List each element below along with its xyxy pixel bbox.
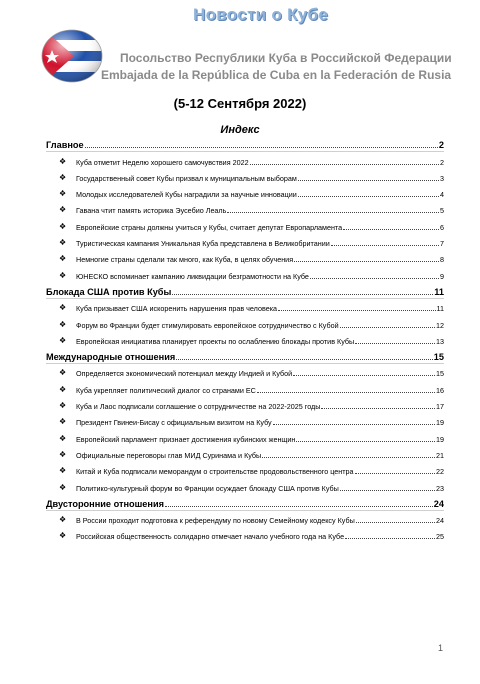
toc-item-row[interactable] bbox=[46, 511, 444, 527]
four-diamond-bullet-icon: ❖ bbox=[59, 368, 67, 378]
dot-leader bbox=[293, 374, 435, 376]
toc-page-number: 22 bbox=[436, 467, 444, 477]
four-diamond-bullet-icon: ❖ bbox=[59, 254, 67, 264]
dot-leader bbox=[356, 521, 435, 523]
toc-page-number: 3 bbox=[440, 173, 444, 183]
four-diamond-bullet-icon: ❖ bbox=[59, 466, 67, 476]
dot-leader bbox=[331, 244, 439, 246]
toc-item-title: Китай и Куба подписали меморандум о строительстве продовольственного центра bbox=[76, 467, 354, 477]
toc-item-title: В России проходит подготовка к референдуму по новому Семейному кодексу Кубы bbox=[76, 516, 355, 526]
toc-item-title: Определяется экономический потенциал между Индией и Кубой bbox=[76, 369, 293, 379]
toc-item-title: Туристическая кампания Уникальная Куба представлена в Великобритании bbox=[76, 239, 330, 249]
four-diamond-bullet-icon: ❖ bbox=[59, 401, 67, 411]
dot-leader bbox=[250, 163, 439, 165]
four-diamond-bullet-icon: ❖ bbox=[59, 515, 67, 525]
dot-leader bbox=[296, 440, 435, 442]
dot-leader bbox=[257, 391, 435, 393]
index-heading: Индекс bbox=[220, 124, 260, 136]
toc-item-row[interactable] bbox=[46, 152, 444, 168]
dot-leader bbox=[298, 195, 439, 197]
four-diamond-bullet-icon: ❖ bbox=[59, 205, 67, 215]
four-diamond-bullet-icon: ❖ bbox=[59, 319, 67, 329]
toc-page-number: 25 bbox=[436, 532, 444, 542]
toc-section-row[interactable] bbox=[46, 348, 444, 364]
dot-leader bbox=[85, 146, 438, 148]
toc-item-row[interactable] bbox=[46, 299, 444, 315]
toc-item-title: Форум во Франции будет стимулировать европейское сотрудничество с Кубой bbox=[76, 320, 339, 330]
toc-page-number: 16 bbox=[436, 385, 444, 395]
four-diamond-bullet-icon: ❖ bbox=[59, 531, 67, 541]
toc-item-row[interactable] bbox=[46, 234, 444, 250]
toc-page-number: 9 bbox=[440, 271, 444, 281]
toc-page-number: 11 bbox=[434, 286, 444, 297]
four-diamond-bullet-icon: ❖ bbox=[59, 221, 67, 231]
four-diamond-bullet-icon: ❖ bbox=[59, 303, 67, 313]
toc-item-row[interactable] bbox=[46, 201, 444, 217]
toc-item-row[interactable] bbox=[46, 429, 444, 445]
toc-item-row[interactable] bbox=[46, 185, 444, 201]
toc-page-number: 17 bbox=[436, 402, 444, 412]
dot-leader bbox=[298, 179, 439, 181]
toc-section-row[interactable] bbox=[46, 136, 444, 152]
toc-item-title: Гавана чтит память историка Эусебио Леаль bbox=[76, 206, 227, 216]
dot-leader bbox=[355, 342, 435, 344]
four-diamond-bullet-icon: ❖ bbox=[59, 482, 67, 492]
dot-leader bbox=[172, 293, 433, 295]
toc-page-number: 24 bbox=[433, 498, 444, 509]
embassy-name-russian: Посольство Республики Куба в Российской Федерации bbox=[120, 51, 452, 65]
toc-page-number: 4 bbox=[440, 190, 444, 200]
four-diamond-bullet-icon: ❖ bbox=[59, 384, 67, 394]
toc-item-row[interactable] bbox=[46, 380, 444, 396]
embassy-name-spanish: Embajada de la República de Cuba en la Federación de Rusia bbox=[101, 68, 452, 82]
toc-item-row[interactable] bbox=[46, 478, 444, 494]
dot-leader bbox=[343, 228, 439, 230]
toc-page-number: 24 bbox=[436, 516, 444, 526]
toc-section-title: Главное bbox=[46, 140, 84, 151]
toc-item-row[interactable] bbox=[46, 462, 444, 478]
date-range: (5-12 Сентября 2022) bbox=[173, 96, 307, 111]
four-diamond-bullet-icon: ❖ bbox=[59, 335, 67, 345]
four-diamond-bullet-icon: ❖ bbox=[59, 433, 67, 443]
toc-page-number: 15 bbox=[433, 352, 444, 363]
toc-item-title: Немногие страны сделали так много, как Куба, в целях обучения bbox=[76, 255, 294, 265]
dot-leader bbox=[273, 423, 435, 425]
toc-page-number: 19 bbox=[436, 418, 444, 428]
dot-leader bbox=[340, 489, 435, 491]
toc-item-row[interactable] bbox=[46, 250, 444, 266]
toc-section-row[interactable] bbox=[46, 283, 444, 299]
four-diamond-bullet-icon: ❖ bbox=[59, 172, 67, 182]
dot-leader bbox=[176, 358, 433, 360]
toc-item-row[interactable] bbox=[46, 315, 444, 331]
toc-item-row[interactable] bbox=[46, 266, 444, 282]
table-of-contents bbox=[46, 136, 444, 543]
page-number: 1 bbox=[438, 643, 444, 653]
toc-section-title: Блокада США против Кубы bbox=[46, 286, 172, 297]
dot-leader bbox=[355, 472, 435, 474]
dot-leader bbox=[165, 505, 433, 507]
toc-page-number: 6 bbox=[440, 222, 444, 232]
toc-item-title: Политико-культурный форум во Франции осуждает блокаду США против Кубы bbox=[76, 483, 339, 493]
toc-page-number: 2 bbox=[438, 140, 444, 151]
toc-item-title: Официальные переговоры глав МИД Суринама и Кубы bbox=[76, 450, 262, 460]
cuban-flag-sphere-icon bbox=[40, 24, 104, 88]
dot-leader bbox=[262, 456, 435, 458]
four-diamond-bullet-icon: ❖ bbox=[59, 156, 67, 166]
four-diamond-bullet-icon: ❖ bbox=[59, 270, 67, 280]
toc-item-title: Президент Гвинеи-Бисау с официальным визитом на Кубу bbox=[76, 418, 272, 428]
toc-item-row[interactable] bbox=[46, 397, 444, 413]
toc-item-title: Европейские страны должны учиться у Кубы, считает депутат Европарламента bbox=[76, 222, 343, 232]
toc-item-row[interactable] bbox=[46, 413, 444, 429]
toc-item-row[interactable] bbox=[46, 364, 444, 380]
newsletter-title: Новости о Кубе bbox=[193, 5, 329, 24]
toc-page-number: 23 bbox=[436, 483, 444, 493]
toc-item-row[interactable] bbox=[46, 217, 444, 233]
toc-page-number: 21 bbox=[436, 450, 444, 460]
toc-page-number: 13 bbox=[436, 336, 444, 346]
dot-leader bbox=[345, 537, 435, 539]
four-diamond-bullet-icon: ❖ bbox=[59, 417, 67, 427]
dot-leader bbox=[310, 277, 439, 279]
toc-item-row[interactable] bbox=[46, 527, 444, 543]
toc-page-number: 7 bbox=[440, 239, 444, 249]
toc-page-number: 8 bbox=[440, 255, 444, 265]
toc-item-title: Куба укрепляет политический диалог со странами ЕС bbox=[76, 385, 256, 395]
four-diamond-bullet-icon: ❖ bbox=[59, 189, 67, 199]
toc-section-title: Двусторонние отношения bbox=[46, 498, 164, 509]
toc-item-title: Молодых исследователей Кубы наградили за научные инновации bbox=[76, 190, 297, 200]
four-diamond-bullet-icon: ❖ bbox=[59, 238, 67, 248]
toc-item-title: Куба и Лаос подписали соглашение о сотрудничестве на 2022-2025 годы bbox=[76, 402, 321, 412]
toc-item-row[interactable] bbox=[46, 169, 444, 185]
dot-leader bbox=[294, 260, 439, 262]
toc-page-number: 15 bbox=[436, 369, 444, 379]
toc-section-title: Международные отношения bbox=[46, 352, 176, 363]
dot-leader bbox=[340, 326, 435, 328]
toc-item-title: Европейская инициатива планирует проекты по ослаблению блокады против Кубы bbox=[76, 336, 355, 346]
toc-page-number: 19 bbox=[436, 434, 444, 444]
dot-leader bbox=[227, 211, 439, 213]
toc-section-row[interactable] bbox=[46, 495, 444, 511]
toc-item-title: Куба призывает США искоренить нарушения прав человека bbox=[76, 304, 277, 314]
toc-item-title: Российская общественность солидарно отмечает начало учебного года на Кубе bbox=[76, 532, 345, 542]
toc-page-number: 2 bbox=[440, 157, 444, 167]
dot-leader bbox=[321, 407, 435, 409]
toc-item-title: Государственный совет Кубы призвал к муниципальным выборам bbox=[76, 173, 297, 183]
toc-item-title: Куба отметит Неделю хорошего самочувствия 2022 bbox=[76, 157, 249, 167]
toc-page-number: 11 bbox=[436, 304, 444, 314]
toc-item-row[interactable] bbox=[46, 446, 444, 462]
dot-leader bbox=[278, 309, 436, 311]
toc-item-title: Европейский парламент признает достижения кубинских женщин bbox=[76, 434, 296, 444]
four-diamond-bullet-icon: ❖ bbox=[59, 449, 67, 459]
toc-item-title: ЮНЕСКО вспоминает кампанию ликвидации безграмотности на Кубе bbox=[76, 271, 309, 281]
toc-page-number: 5 bbox=[440, 206, 444, 216]
toc-page-number: 12 bbox=[436, 320, 444, 330]
toc-item-row[interactable] bbox=[46, 332, 444, 348]
